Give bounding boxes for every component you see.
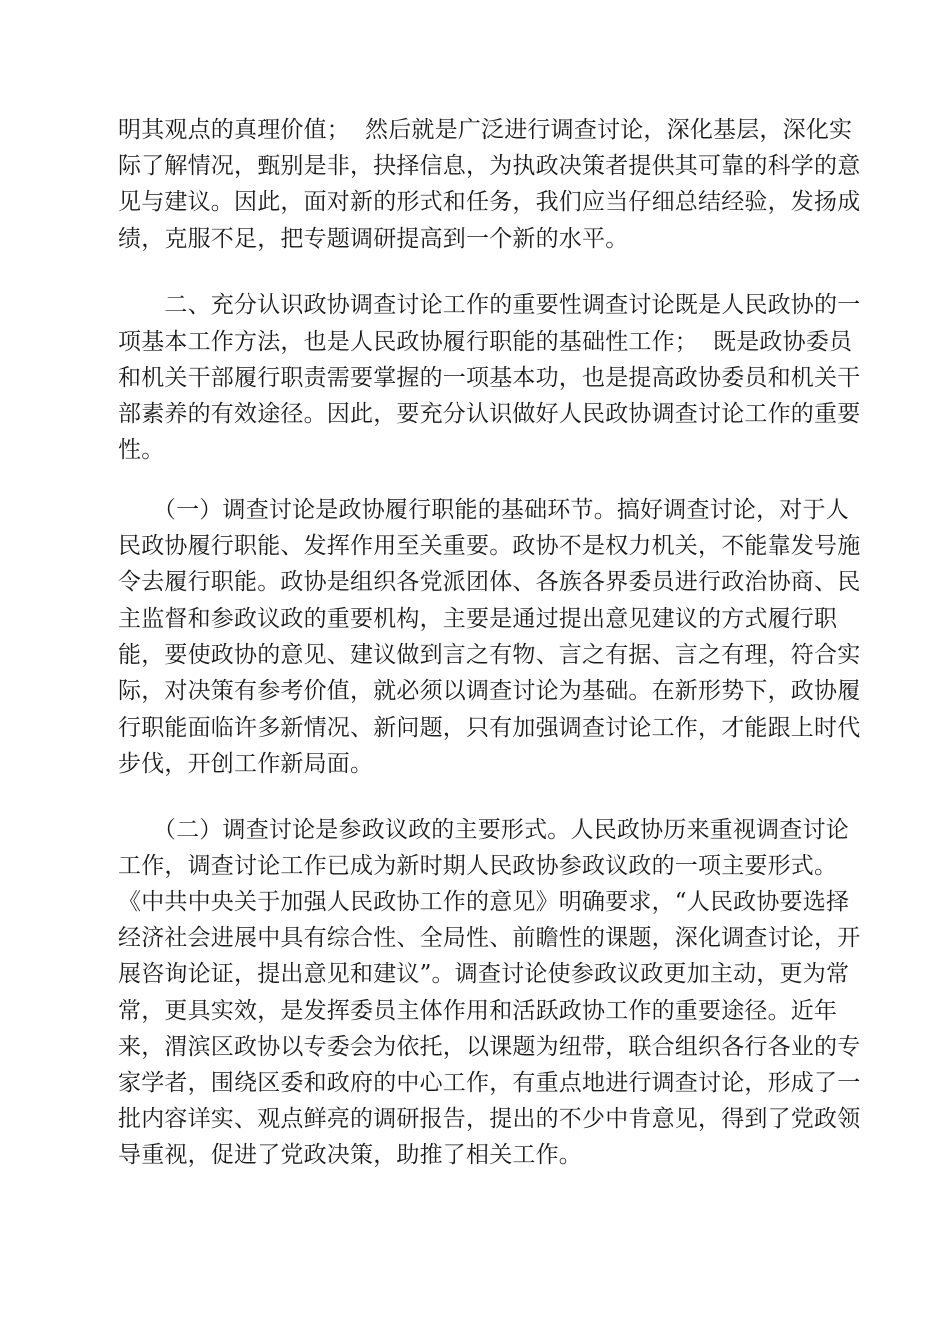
text-line: 明其观点的真理价值； 然后就是广泛进行调查讨论，深化基层，深化实 xyxy=(118,117,853,143)
text-line: 批内容详实、观点鲜亮的调研报告，提出的不少中肯意见，得到了党政领 xyxy=(118,1106,861,1132)
text-line: 见与建议。因此，面对新的形式和任务，我们应当仔细总结经验，发扬成 xyxy=(118,189,861,215)
text-line: 绩，克服不足，把专题调研提高到一个新的水平。 xyxy=(118,226,629,252)
text-line: 经济社会进展中具有综合性、全局性、前瞻性的课题，深化调查讨论，开 xyxy=(118,925,861,951)
text-line: 性。 xyxy=(118,437,165,463)
text-line: 主监督和参政议政的重要机构，主要是通过提出意见建议的方式履行职 xyxy=(118,606,838,632)
text-line: 来，渭滨区政协以专委会为依托，以课题为纽带，联合组织各行各业的专 xyxy=(118,1034,861,1060)
text-line: 和机关干部履行职责需要掌握的一项基本功，也是提高政协委员和机关干 xyxy=(118,365,861,391)
text-line: 常，更具实效，是发挥委员主体作用和活跃政协工作的重要途径。近年 xyxy=(118,998,838,1024)
text-line: 令去履行职能。政协是组织各党派团体、各族各界委员进行政治协商、民 xyxy=(118,569,861,595)
text-line: 《中共中央关于加强人民政协工作的意见》明确要求，“人民政协要选择 xyxy=(118,889,850,915)
text-line: （一）调查讨论是政协履行职能的基础环节。搞好调查讨论，对于人 xyxy=(118,497,849,523)
text-line: 际了解情况，甄别是非，抉择信息，为执政决策者提供其可靠的科学的意 xyxy=(118,153,861,179)
text-line: 步伐，开创工作新局面。 xyxy=(118,751,374,777)
text-line: 民政协履行职能、发挥作用至关重要。政协不是权力机关，不能靠发号施 xyxy=(118,533,861,559)
text-line: 二、充分认识政协调查讨论工作的重要性调查讨论既是人民政协的一 xyxy=(118,292,861,318)
text-line: 部素养的有效途径。因此，要充分认识做好人民政协调查讨论工作的重要 xyxy=(118,401,861,427)
text-line: 导重视，促进了党政决策，助推了相关工作。 xyxy=(118,1142,582,1168)
text-line: 行职能面临许多新情况、新问题，只有加强调查讨论工作，才能跟上时代 xyxy=(118,715,861,741)
text-line: 能，要使政协的意见、建议做到言之有物、言之有据、言之有理，符合实 xyxy=(118,642,861,668)
text-line: （二）调查讨论是参政议政的主要形式。人民政协历来重视调查讨论 xyxy=(118,817,849,843)
text-line: 工作，调查讨论工作已成为新时期人民政协参政议政的一项主要形式。 xyxy=(118,853,838,879)
text-line: 际，对决策有参考价值，就必须以调查讨论为基础。在新形势下，政协履 xyxy=(118,678,861,704)
text-line: 家学者，围绕区委和政府的中心工作，有重点地进行调查讨论，形成了一 xyxy=(118,1070,861,1096)
text-line: 项基本工作方法，也是人民政协履行职能的基础性工作； 既是政协委员 xyxy=(118,329,853,355)
text-line: 展咨询论证，提出意见和建议”。调查讨论使参政议政更加主动，更为常 xyxy=(118,961,850,987)
